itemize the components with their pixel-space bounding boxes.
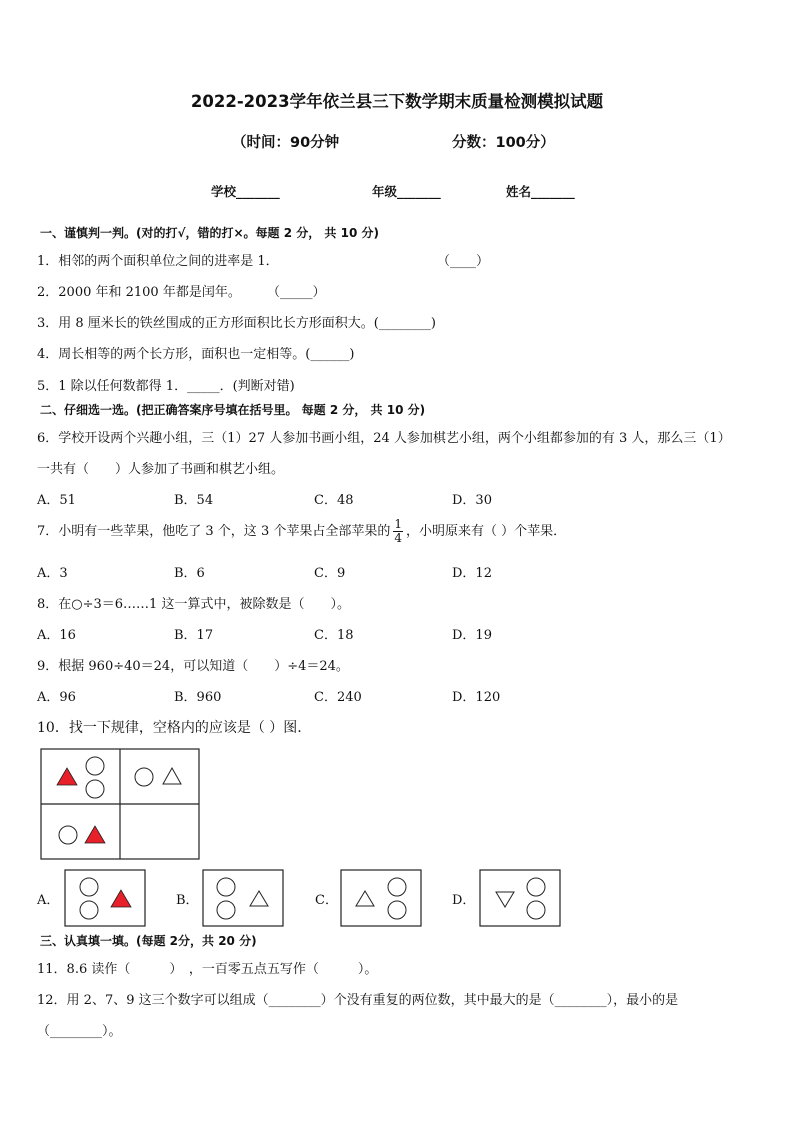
- q7-option-d: D．12: [452, 566, 492, 581]
- q9-option-b: B．960: [174, 690, 222, 705]
- circle-icon: [59, 826, 77, 844]
- q6-option-a: A．51: [37, 493, 76, 508]
- q10-option-c-label: C．: [315, 893, 338, 908]
- q9-option-d: D．120: [452, 690, 501, 705]
- question-2-blank: （_____）: [267, 285, 326, 300]
- circle-icon: [86, 780, 104, 798]
- triangle-icon: [57, 768, 77, 785]
- question-10: 10．找一下规律，空格内的应该是（ ）图.: [37, 720, 302, 736]
- question-3: 3．用 8 厘米长的铁丝围成的正方形面积比长方形面积大。(________): [37, 316, 436, 331]
- question-2: 2．2000 年和 2100 年都是闰年。: [37, 285, 241, 300]
- q10-option-d-figure: [479, 869, 561, 927]
- question-4: 4．周长相等的两个长方形，面积也一定相等。(______): [37, 347, 355, 362]
- q10-option-c-figure: [340, 869, 422, 927]
- q6-option-d: D．30: [452, 493, 492, 508]
- section-1-heading: 一、谨慎判一判。(对的打√，错的打×。每题 2 分， 共 10 分): [40, 226, 379, 240]
- exam-time: （时间：90分钟: [232, 135, 340, 151]
- circle-icon: [527, 901, 545, 919]
- option-box: [341, 870, 421, 926]
- question-11: 11．8.6 读作（ ） ，一百零五点五写作（ ）。: [37, 962, 378, 977]
- question-1: 1．相邻的两个面积单位之间的进率是 1．: [37, 254, 279, 269]
- q10-option-d-label: D．: [452, 893, 476, 908]
- question-7: [37, 518, 566, 545]
- q8-option-c: C．18: [314, 628, 354, 643]
- circle-icon: [135, 768, 153, 786]
- q6-option-c: C．48: [314, 493, 354, 508]
- triangle-icon: [85, 826, 105, 843]
- q10-option-b-label: B．: [176, 893, 199, 908]
- q10-option-a-label: A．: [37, 893, 60, 908]
- question-12-line2: （________）。: [37, 1024, 122, 1039]
- q8-option-d: D．19: [452, 628, 492, 643]
- question-12-line1: 12．用 2、7、9 这三个数字可以组成（________）个没有重复的两位数，其中最大的是（________），最小的是: [37, 993, 679, 1008]
- question-5: 5．1 除以任何数都得 1．_____．(判断对错): [37, 379, 295, 394]
- q7-option-a: A．3: [37, 566, 68, 581]
- circle-icon: [80, 901, 98, 919]
- question-1-blank: （____）: [437, 254, 490, 269]
- circle-icon: [80, 878, 98, 896]
- name-field: 姓名_______: [506, 184, 575, 199]
- pattern-grid: [40, 748, 202, 862]
- circle-icon: [217, 878, 235, 896]
- fraction-denominator: 4: [394, 531, 402, 545]
- triangle-outline-icon: [356, 891, 374, 906]
- q10-option-b-figure: [202, 869, 284, 927]
- option-box: [480, 870, 560, 926]
- q9-option-a: A．96: [37, 690, 76, 705]
- question-9: 9．根据 960÷40＝24，可以知道（ ）÷4＝24。: [37, 659, 349, 674]
- circle-icon: [217, 901, 235, 919]
- q9-option-c: C．240: [314, 690, 362, 705]
- triangle-icon: [111, 890, 131, 907]
- q10-option-a-figure: [64, 869, 146, 927]
- q8-option-b: B．17: [174, 628, 214, 643]
- option-box: [65, 870, 145, 926]
- circle-icon: [388, 878, 406, 896]
- circle-icon: [86, 757, 104, 775]
- page-title: 2022-2023学年依兰县三下数学期末质量检测模拟试题: [190, 92, 604, 111]
- section-3-heading: 三、认真填一填。(每题 2分，共 20 分): [40, 934, 257, 948]
- question-6-line2: 一共有（ ）人参加了书画和棋艺小组。: [37, 462, 285, 477]
- grade-field: 年级_______: [372, 184, 441, 199]
- circle-icon: [527, 878, 545, 896]
- circle-icon: [388, 901, 406, 919]
- question-8: 8．在○÷3＝6……1 这一算式中，被除数是（ ）。: [37, 597, 350, 612]
- fraction-numerator: 1: [394, 517, 402, 531]
- inverted-triangle-icon: [496, 892, 514, 907]
- q6-option-b: B．54: [174, 493, 214, 508]
- section-2-heading: 二、仔细选一选。(把正确答案序号填在括号里。 每题 2 分， 共 10 分): [40, 403, 426, 417]
- exam-score: 分数：100分）: [452, 135, 555, 151]
- question-7-text-end: ，小明原来有（ ）个苹果．: [405, 524, 567, 539]
- triangle-outline-icon: [163, 768, 181, 784]
- q7-option-c: C．9: [314, 566, 346, 581]
- q8-option-a: A．16: [37, 628, 76, 643]
- triangle-outline-icon: [250, 891, 268, 906]
- fraction-one-quarter: [393, 518, 403, 545]
- question-6-line1: 6．学校开设两个兴趣小组，三（1）27 人参加书画小组，24 人参加棋艺小组，两个小组都参加的有 3 人，那么三（1）: [37, 431, 731, 446]
- q7-option-b: B．6: [174, 566, 205, 581]
- school-field: 学校_______: [211, 184, 280, 199]
- question-7-text: 7．小明有一些苹果，他吃了 3 个，这 3 个苹果占全部苹果的: [37, 524, 391, 539]
- option-box: [203, 870, 283, 926]
